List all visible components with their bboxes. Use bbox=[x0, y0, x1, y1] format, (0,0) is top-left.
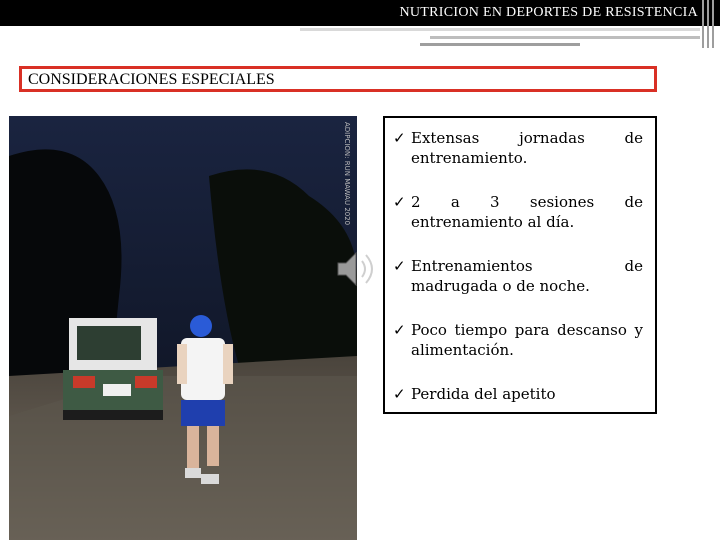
checkmark-icon: ✓ bbox=[393, 385, 406, 403]
list-item: ✓ Entrenamientos de madrugada o de noche. bbox=[393, 257, 643, 295]
list-item: ✓ Poco tiempo para descanso y alimentación. bbox=[393, 321, 643, 359]
list-item: ✓ Extensas jornadas de entrenamiento. bbox=[393, 129, 643, 167]
checkmark-icon: ✓ bbox=[393, 321, 406, 339]
checkmark-icon: ✓ bbox=[393, 129, 406, 147]
checkmark-icon: ✓ bbox=[393, 193, 406, 211]
header-bar bbox=[0, 0, 720, 26]
header-corner-decoration bbox=[698, 0, 720, 48]
speaker-icon[interactable] bbox=[334, 247, 382, 291]
header-decoration bbox=[300, 26, 700, 46]
list-item: ✓ 2 a 3 sesiones de entrenamiento al día. bbox=[393, 193, 643, 231]
section-title: CONSIDERACIONES ESPECIALES bbox=[19, 66, 657, 92]
checkmark-icon: ✓ bbox=[393, 257, 406, 275]
runner-night-photo bbox=[9, 116, 357, 540]
list-item: ✓ Perdida del apetito bbox=[393, 385, 556, 403]
truck bbox=[63, 318, 163, 420]
page-header-title: NUTRICION EN DEPORTES DE RESISTENCIA bbox=[399, 5, 698, 20]
considerations-list bbox=[383, 116, 657, 414]
photo-watermark: ADIPCION: RUN MAWAU 2020 bbox=[343, 122, 351, 226]
